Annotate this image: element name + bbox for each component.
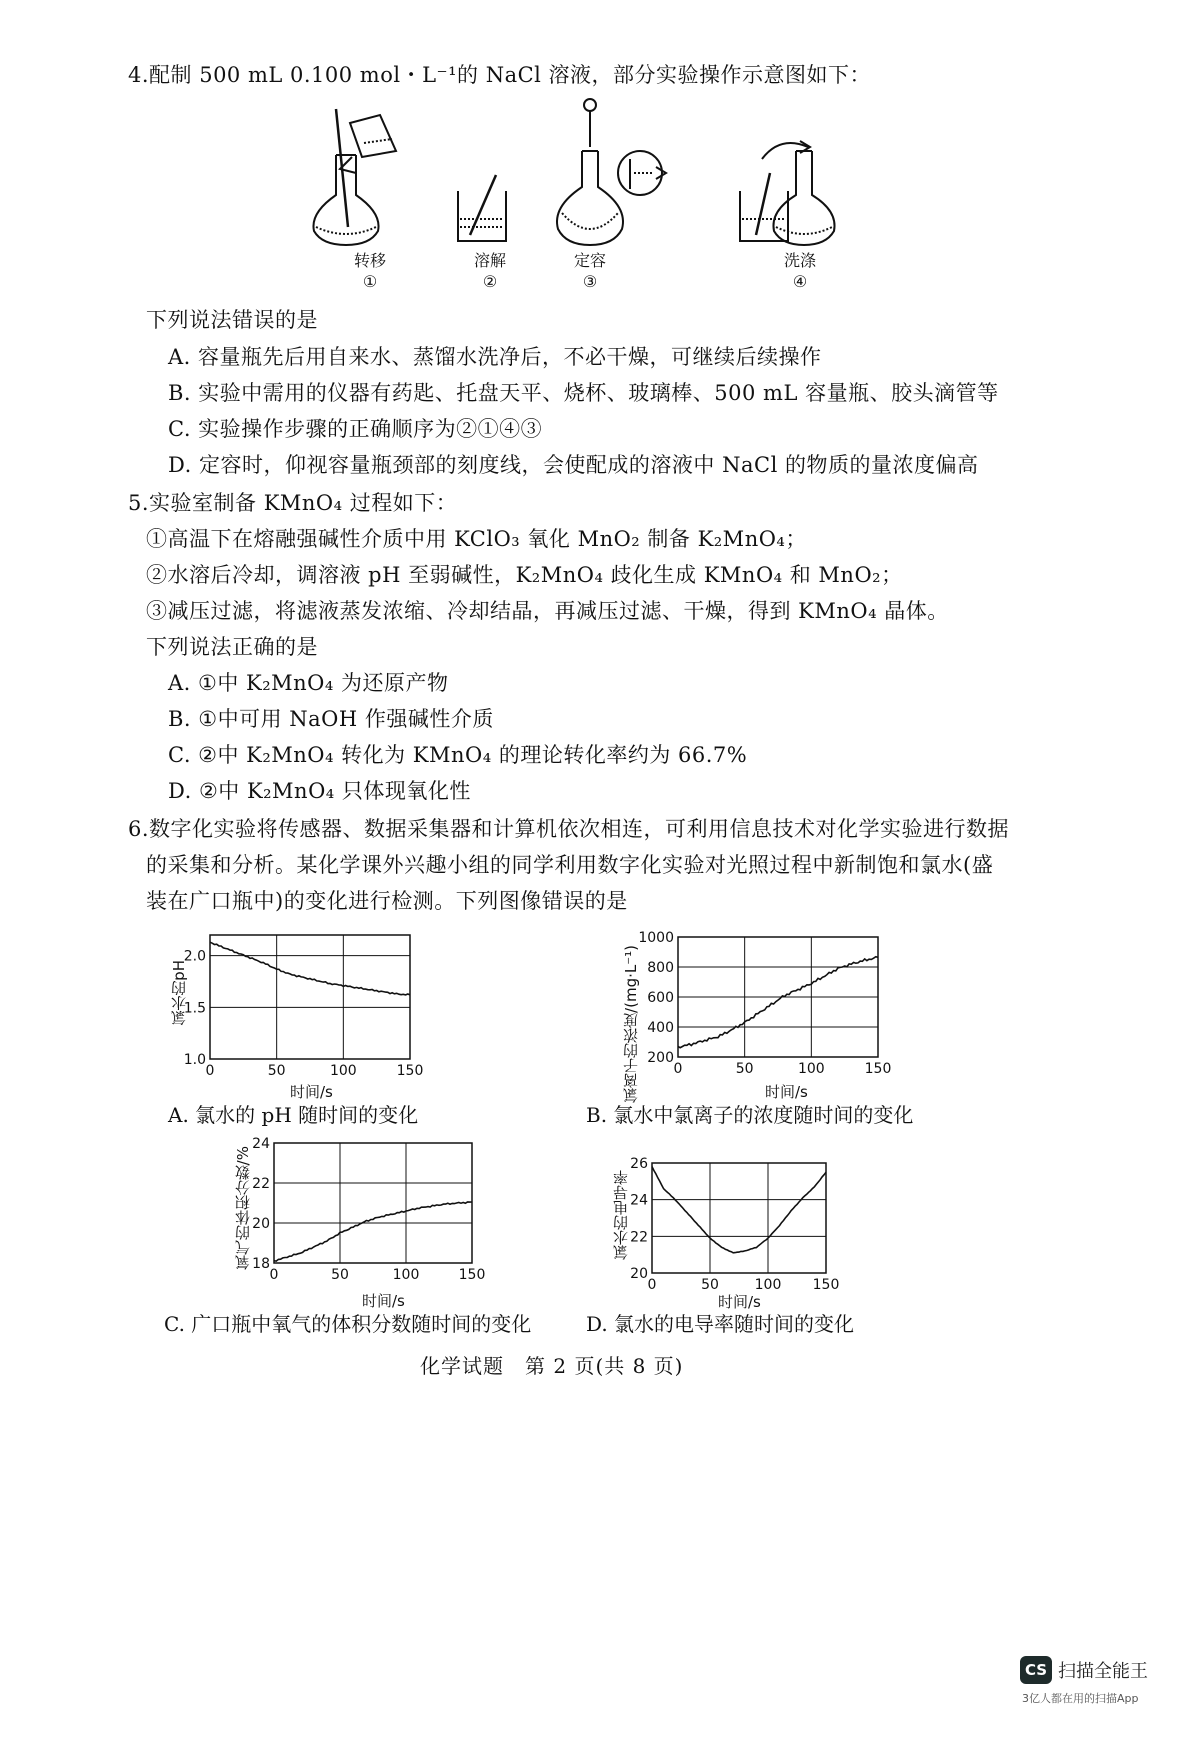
y-tick-label: 800 bbox=[647, 960, 674, 976]
q5-prompt: 下列说法正确的是 bbox=[146, 635, 318, 659]
caption-b: B. 氯水中氯离子的浓度随时间的变化 bbox=[586, 1103, 914, 1127]
apparatus-figures bbox=[300, 95, 860, 255]
dissolve-figure bbox=[458, 175, 506, 241]
y-tick-label: 18 bbox=[252, 1256, 270, 1272]
q5-option-d: D. ②中 K₂MnO₄ 只体现氧化性 bbox=[168, 779, 471, 803]
x-tick-label: 0 bbox=[205, 1063, 215, 1079]
chart-frame bbox=[652, 1163, 826, 1273]
q4-option-c: C. 实验操作步骤的正确顺序为②①④③ bbox=[168, 417, 543, 441]
camscanner-slogan: 3亿人都在用的扫描App bbox=[1022, 1692, 1139, 1705]
x-tick-label: 50 bbox=[735, 1061, 754, 1077]
q6-stem-line-1: 6.数字化实验将传感器、数据采集器和计算机依次相连，可利用信息技术对化学实验进行数据 bbox=[128, 817, 1010, 841]
camscanner-logo-icon: CS bbox=[1020, 1656, 1052, 1684]
x-tick-label: 150 bbox=[396, 1063, 424, 1079]
chart-d-ylabel: 氯水的电导率 bbox=[612, 1170, 630, 1260]
series-line bbox=[274, 1202, 472, 1261]
q6-stem-line-3: 装在广口瓶中)的变化进行检测。下列图像错误的是 bbox=[146, 889, 628, 913]
fig4-num: ④ bbox=[792, 272, 808, 291]
camscanner-name: 扫描全能王 bbox=[1058, 1661, 1148, 1682]
q5-step-1: ①高温下在熔融强碱性介质中用 KClO₃ 氧化 MnO₂ 制备 K₂MnO₄； bbox=[146, 527, 807, 551]
q4-prompt: 下列说法错误的是 bbox=[146, 308, 318, 332]
q4-option-b: B. 实验中需用的仪器有药匙、托盘天平、烧杯、玻璃棒、500 mL 容量瓶、胶头滴管等 bbox=[168, 381, 999, 405]
x-tick-label: 100 bbox=[392, 1267, 420, 1283]
fig3-label: 定容 bbox=[573, 251, 606, 270]
y-tick-label: 22 bbox=[630, 1229, 648, 1246]
y-tick-label: 600 bbox=[647, 990, 674, 1006]
x-tick-label: 0 bbox=[673, 1061, 683, 1077]
q5-step-3: ③减压过滤，将滤液蒸发浓缩、冷却结晶，再减压过滤、干燥，得到 KMnO₄ 晶体。 bbox=[146, 599, 949, 623]
fig1-num: ① bbox=[362, 272, 378, 291]
series-line bbox=[652, 1167, 826, 1253]
chart-a-xlabel: 时间/s bbox=[290, 1083, 333, 1101]
y-tick-label: 1000 bbox=[638, 930, 674, 946]
y-tick-label: 26 bbox=[630, 1156, 648, 1172]
q5-step-2: ②水溶后冷却，调溶液 pH 至弱碱性，K₂MnO₄ 歧化生成 KMnO₄ 和 MnO₂； bbox=[146, 563, 903, 587]
caption-d: D. 氯水的电导率随时间的变化 bbox=[586, 1312, 855, 1336]
chart-a-ylabel: 氯水的pH bbox=[170, 960, 188, 1026]
chart-c-plot bbox=[252, 1136, 486, 1283]
x-tick-label: 150 bbox=[812, 1277, 840, 1293]
y-tick-label: 2.0 bbox=[183, 948, 206, 965]
chart-a-plot bbox=[183, 935, 424, 1079]
caption-a: A. 氯水的 pH 随时间的变化 bbox=[168, 1103, 419, 1127]
fix-volume-figure bbox=[557, 99, 666, 245]
chart-d-xlabel: 时间/s bbox=[718, 1293, 761, 1311]
x-tick-label: 150 bbox=[458, 1267, 486, 1283]
chart-frame bbox=[274, 1143, 472, 1263]
y-tick-label: 20 bbox=[252, 1216, 270, 1232]
x-tick-label: 50 bbox=[331, 1267, 349, 1283]
chart-b-plot bbox=[638, 930, 892, 1077]
q4-option-d: D. 定容时，仰视容量瓶颈部的刻度线，会使配成的溶液中 NaCl 的物质的量浓度偏高 bbox=[168, 453, 979, 477]
fig4-label: 洗涤 bbox=[783, 251, 816, 270]
x-tick-label: 100 bbox=[754, 1277, 782, 1293]
chart-b-ylabel: 氯离子的浓度/(mg·L⁻¹) bbox=[622, 945, 640, 1103]
y-tick-label: 24 bbox=[252, 1136, 270, 1152]
transfer-figure bbox=[313, 109, 396, 245]
chart-b-xlabel: 时间/s bbox=[765, 1083, 808, 1101]
fig2-num: ② bbox=[482, 272, 498, 291]
y-tick-label: 20 bbox=[630, 1266, 648, 1282]
q5-option-b: B. ①中可用 NaOH 作强碱性介质 bbox=[168, 707, 494, 731]
chart-d-plot bbox=[630, 1156, 840, 1293]
x-tick-label: 0 bbox=[647, 1277, 657, 1293]
chart-c-ylabel: 氧气的体积分数/% bbox=[234, 1146, 252, 1271]
chart-c-xlabel: 时间/s bbox=[362, 1292, 405, 1310]
q4-option-a: A. 容量瓶先后用自来水、蒸馏水洗净后，不必干燥，可继续后续操作 bbox=[168, 345, 822, 369]
y-tick-label: 22 bbox=[252, 1176, 270, 1192]
fig3-num: ③ bbox=[582, 272, 598, 291]
x-tick-label: 100 bbox=[797, 1061, 825, 1077]
q5-option-a: A. ①中 K₂MnO₄ 为还原产物 bbox=[168, 671, 449, 695]
y-tick-label: 24 bbox=[630, 1192, 648, 1209]
y-tick-label: 1.0 bbox=[183, 1052, 206, 1068]
x-tick-label: 50 bbox=[701, 1277, 719, 1293]
x-tick-label: 100 bbox=[329, 1063, 357, 1079]
fig2-label: 溶解 bbox=[473, 251, 506, 270]
caption-c: C. 广口瓶中氧气的体积分数随时间的变化 bbox=[164, 1312, 532, 1336]
page-footer: 化学试题 第 2 页(共 8 页) bbox=[420, 1354, 684, 1378]
x-tick-label: 50 bbox=[267, 1063, 286, 1079]
x-tick-label: 150 bbox=[864, 1061, 892, 1077]
series-line bbox=[678, 957, 878, 1048]
y-tick-label: 400 bbox=[647, 1020, 674, 1036]
q5-stem: 5.实验室制备 KMnO₄ 过程如下： bbox=[128, 491, 458, 515]
x-tick-label: 0 bbox=[269, 1267, 279, 1283]
q4-stem: 4.配制 500 mL 0.100 mol・L⁻¹的 NaCl 溶液，部分实验操作示意图如下： bbox=[128, 63, 872, 87]
fig1-label: 转移 bbox=[353, 251, 386, 270]
y-tick-label: 200 bbox=[647, 1050, 674, 1066]
q5-option-c: C. ②中 K₂MnO₄ 转化为 KMnO₄ 的理论转化率约为 66.7% bbox=[168, 743, 748, 767]
series-line bbox=[210, 942, 410, 995]
y-tick-label: 1.5 bbox=[183, 1000, 206, 1017]
q6-stem-line-2: 的采集和分析。某化学课外兴趣小组的同学利用数字化实验对光照过程中新制饱和氯水(盛 bbox=[146, 853, 994, 877]
wash-figure bbox=[740, 141, 835, 245]
